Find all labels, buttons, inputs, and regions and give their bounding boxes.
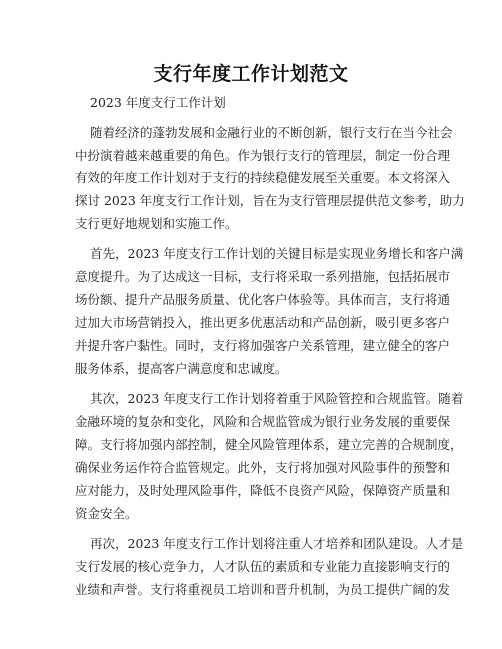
paragraph-line: 场份额、提升产品服务质量、优化客户体验等。具体而言，支行将通 xyxy=(75,292,451,307)
document-title: 支行年度工作计划范文 xyxy=(153,63,349,85)
paragraph-line: 首先，2023 年度支行工作计划的关键目标是实现业务增长和客户满 xyxy=(90,246,464,261)
paragraph-line: 金融环境的复杂和变化，风险和合规监管成为银行业务发展的重要保 xyxy=(75,414,451,429)
paragraph-line: 服务体系，提高客户满意度和忠诚度。 xyxy=(75,361,288,376)
paragraph-line: 业绩和声誉。支行将重视员工培训和晋升机制，为员工提供广阔的发 xyxy=(75,582,451,597)
paragraph-line: 并提升客户黏性。同时，支行将加强客户关系管理，建立健全的客户 xyxy=(75,338,451,353)
paragraph-line: 再次，2023 年度支行工作计划将注重人才培养和团队建设。人才是 xyxy=(90,536,464,551)
paragraph-line: 障。支行将加强内部控制，健全风险管理体系，建立完善的合规制度， xyxy=(75,437,463,452)
paragraph-line: 支行发展的核心竞争力，人才队伍的素质和专业能力直接影响支行的 xyxy=(75,559,451,574)
paragraph-line: 应对能力，及时处理风险事件，降低不良资产风险，保障资产质量和 xyxy=(75,483,451,498)
paragraph-line: 有效的年度工作计划对于支行的持续稳健发展至关重要。本文将深入 xyxy=(75,170,451,185)
paragraph-line: 过加大市场营销投入，推出更多优惠活动和产品创新，吸引更多客户 xyxy=(75,315,451,330)
document-subtitle: 2023 年度支行工作计划 xyxy=(90,95,226,110)
paragraph-line: 随着经济的蓬勃发展和金融行业的不断创新，银行支行在当今社会 xyxy=(90,125,453,140)
paragraph-line: 资金安全。 xyxy=(75,506,138,521)
paragraph-line: 确保业务运作符合监管规定。此外，支行将加强对风险事件的预警和 xyxy=(75,460,451,475)
paragraph-line: 支行更好地规划和实施工作。 xyxy=(75,216,238,231)
paragraph-line: 中扮演着越来越重要的角色。作为银行支行的管理层，制定一份合理 xyxy=(75,148,451,163)
paragraph-line: 其次，2023 年度支行工作计划将着重于风险管控和合规监管。随着 xyxy=(90,391,464,406)
paragraph-line: 意度提升。为了达成这一目标，支行将采取一系列措施，包括拓展市 xyxy=(75,269,451,284)
paragraph-line: 探讨 2023 年度支行工作计划，旨在为支行管理层提供范文参考，助力 xyxy=(75,193,465,208)
